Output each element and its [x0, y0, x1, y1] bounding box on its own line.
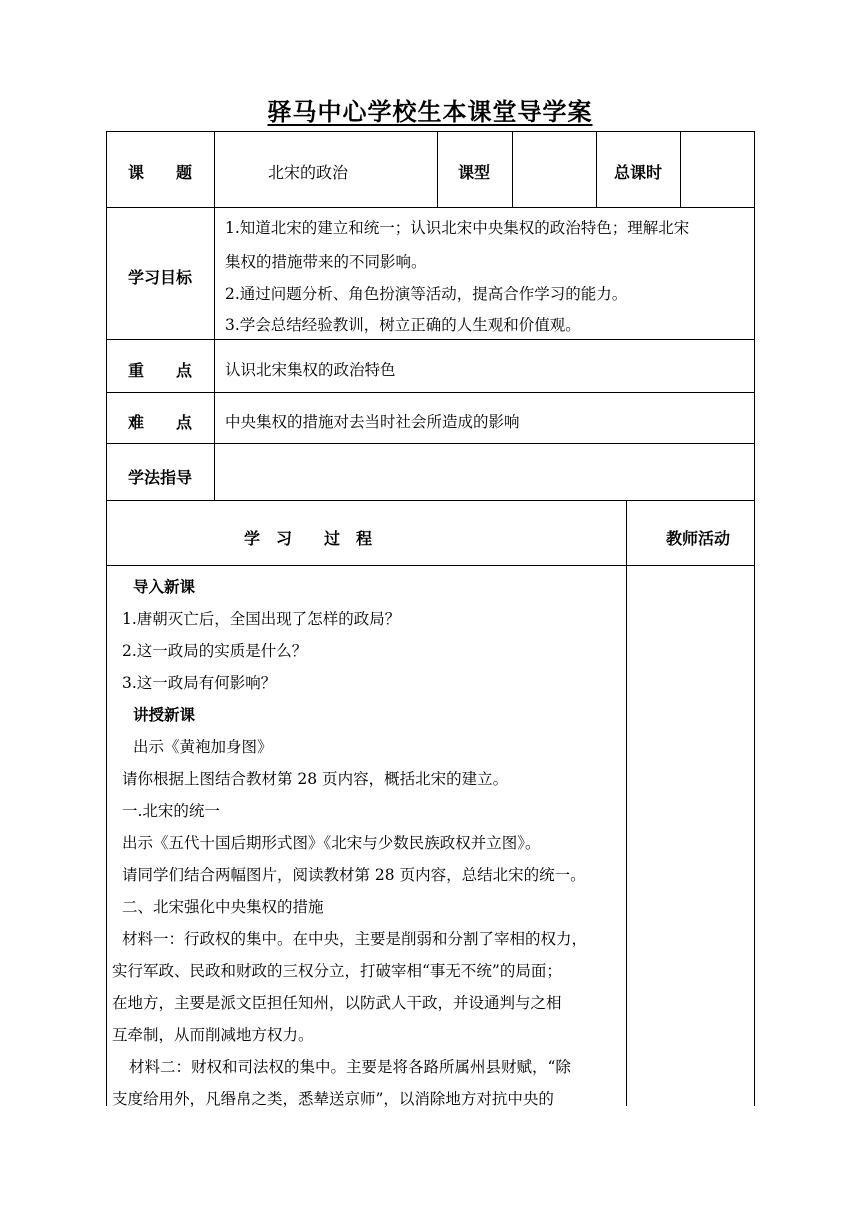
- label-lesson-type: 课型: [458, 163, 491, 182]
- row-divider: [106, 500, 755, 501]
- process-line: 材料二：财权和司法权的集中。主要是将各路所属州县财赋，“除: [129, 1058, 571, 1076]
- document-title: 驿马中心学校生本课堂导学案: [267, 98, 593, 126]
- row-divider: [106, 207, 755, 208]
- table-border-right: [754, 131, 755, 1106]
- col-divider-type-value: [596, 131, 597, 208]
- difficulty-value: 中央集权的措施对去当时社会所造成的影响: [225, 413, 520, 431]
- col-divider-hours: [680, 131, 681, 208]
- process-line: 二、北宋强化中央集权的措施: [122, 898, 324, 916]
- process-line: 在地方，主要是派文臣担任知州，以防武人干政，并设通判与之相: [112, 994, 562, 1012]
- label-total-hours: 总课时: [614, 163, 663, 182]
- process-line: 请你根据上图结合教材第 28 页内容，概括北宋的建立。: [122, 770, 509, 788]
- process-line: 材料一：行政权的集中。在中央，主要是削弱和分割了宰相的权力，: [122, 930, 588, 948]
- label-key-point: 重 点: [128, 361, 193, 380]
- label-method: 学法指导: [128, 468, 193, 487]
- label-difficulty: 难 点: [128, 413, 193, 432]
- topic-value: 北宋的政治: [268, 163, 349, 182]
- table-border-top: [106, 131, 755, 132]
- process-line: 实行军政、民政和财政的三权分立，打破宰相“事无不统”的局面；: [112, 962, 562, 980]
- label-objectives: 学习目标: [128, 268, 193, 287]
- process-line: 3.这一政局有何影响？: [122, 674, 277, 692]
- process-line: 一.北宋的统一: [122, 802, 220, 820]
- row-divider: [106, 392, 755, 393]
- key-point-value: 认识北宋集权的政治特色: [225, 361, 396, 379]
- objective-line: 集权的措施带来的不同影响。: [225, 253, 427, 271]
- process-line: 出示《黄袍加身图》: [133, 738, 273, 756]
- col-divider-teacher: [626, 500, 627, 1106]
- section-heading: 导入新课: [133, 578, 196, 596]
- col-divider-label: [214, 131, 215, 501]
- process-line: 请同学们结合两幅图片，阅读教材第 28 页内容，总结北宋的统一。: [122, 866, 586, 884]
- process-line: 2.这一政局的实质是什么？: [122, 642, 308, 660]
- col-divider-type: [512, 131, 513, 208]
- table-border-left: [106, 131, 107, 1106]
- process-line: 1.唐朝灭亡后，全国出现了怎样的政局？: [122, 610, 401, 628]
- objective-line: 2.通过问题分析、角色扮演等活动，提高合作学习的能力。: [225, 285, 628, 303]
- row-divider: [106, 565, 755, 566]
- label-teacher-activity: 教师活动: [666, 529, 731, 548]
- col-divider-topic: [437, 131, 438, 208]
- objective-line: 1.知道北宋的建立和统一；认识北宋中央集权的政治特色；理解北宋: [225, 219, 690, 237]
- label-topic: 课 题: [128, 163, 193, 182]
- label-process: 学 习 过 程: [244, 529, 373, 548]
- section-heading: 讲授新课: [133, 706, 196, 724]
- row-divider: [106, 443, 755, 444]
- process-line: 出示《五代十国后期形式图》《北宋与少数民族政权并立图》。: [122, 834, 541, 852]
- process-line: 互牵制，从而削减地方权力。: [112, 1026, 314, 1044]
- objective-line: 3.学会总结经验教训，树立正确的人生观和价值观。: [225, 316, 581, 334]
- process-line: 支度给用外，凡缗帛之类，悉辇送京师”，以消除地方对抗中央的: [112, 1090, 554, 1108]
- row-divider: [106, 339, 755, 340]
